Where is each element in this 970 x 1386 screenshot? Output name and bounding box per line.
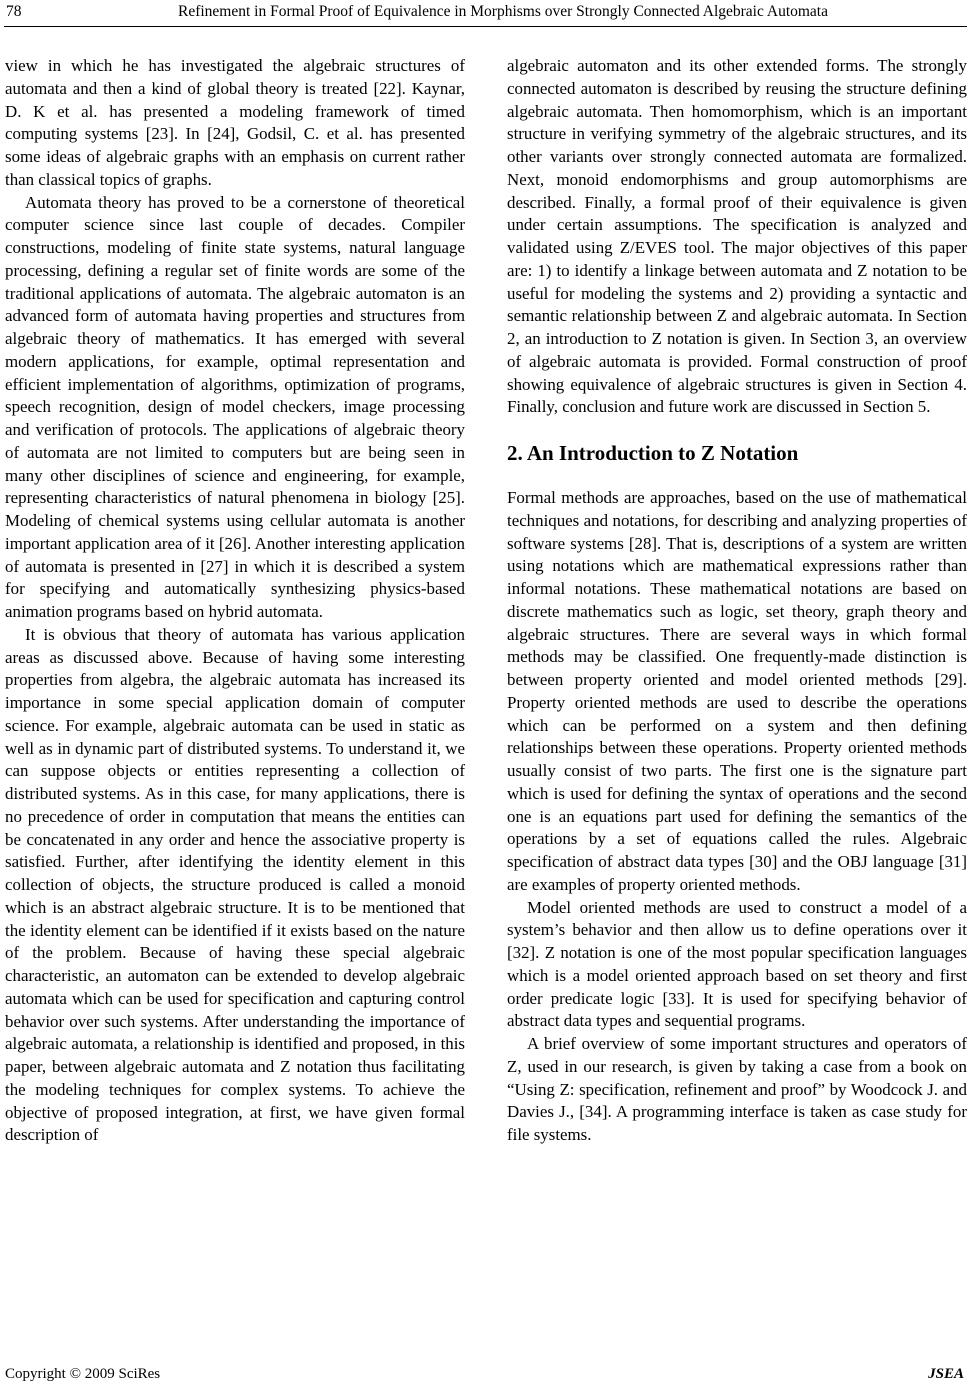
paragraph: A brief overview of some important structures and operators of Z, used in our research, is given by taking a case from a book on “Using Z: specification, refinement and proof” by Woodcock J. and Davies J., [34]. A programming interface is taken as case study for file systems. bbox=[507, 1034, 967, 1144]
header-divider bbox=[4, 26, 967, 27]
paragraph: Automata theory has proved to be a cornerstone of theoretical computer science since last couple of decades. Compiler constructions, modeling of finite state systems, natural language processing, defining a regular set of finite words are some of the traditional applications of automata. The algebraic automaton is an advanced form of automata having properties and structures from algebraic theory of mathematics. It has emerged with several modern applications, for example, optimal representation and efficient implementation of algorithms, optimization of programs, speech recognition, design of model checkers, image processing and verification of protocols. The applications of algebraic theory of automata are not limited to computers but are being seen in many other disciplines of science and engineering, for example, representing characteristics of natural phenomena in biology [25]. Modeling of chemical systems using cellular automata is another important application area of it [26]. Another interesting application of automata is presented in [27] in which it is described a system for specifying and automatically synthesizing physics-based animation programs based on hybrid automata. bbox=[5, 192, 465, 621]
page-number: 78 bbox=[6, 3, 22, 20]
paragraph: view in which he has investigated the algebraic structures of automata and then a kind of global theory is treated [22]. Kaynar, D. K et al. has presented a modeling framework of timed computing systems [23]. In [24], Godsil, C. et al. has presented some ideas of algebraic graphs with an emphasis on current rather than classical topics of graphs. bbox=[5, 56, 465, 189]
page-header bbox=[6, 0, 966, 24]
paragraph: Formal methods are approaches, based on the use of mathematical techniques and notations, for describing and analyzing properties of software systems [28]. That is, descriptions of a system are written using notations which are mathematical expressions rather than informal notations. These mathematical notations are based on discrete mathematics such as logic, set theory, graph theory and algebraic structures. There are several ways in which formal methods may be classified. One frequently-made distinction is between property oriented and model oriented methods [29]. Property oriented methods are used to describe the operations which can be performed on a system and then defining relationships between these operations. Property oriented methods usually consist of two parts. The first one is the signature part which is used for defining the syntax of operations and the second one is an equations part used for defining the semantics of the operations by a set of equations called the rules. Algebraic specification of abstract data types [30] and the OBJ language [31] are examples of property oriented methods. bbox=[507, 488, 967, 894]
paragraph: Model oriented methods are used to construct a model of a system’s behavior and then allow us to define operations over it [32]. Z notation is one of the most popular specification languages which is a model oriented approach based on set theory and first order predicate logic [33]. It is used for specifying behavior of abstract data types and sequential programs. bbox=[507, 897, 967, 1031]
running-title: Refinement in Formal Proof of Equivalence in Morphisms over Strongly Connected Algebraic Automata bbox=[177, 3, 828, 20]
left-column bbox=[5, 55, 465, 1147]
copyright-notice: Copyright © 2009 SciRes bbox=[5, 1366, 161, 1382]
journal-name: JSEA bbox=[928, 1366, 964, 1382]
paragraph: algebraic automaton and its other extended forms. The strongly connected automaton is described by reusing the structure defining algebraic automata. Then homomorphism, which is an important structure in verifying symmetry of the algebraic structures, and its other variants over strongly connected automata are formalized. Next, monoid endomorphisms and group automorphisms are described. Finally, a formal proof of their equivalence is given under certain assumptions. The specification is analyzed and validated using Z/EVES tool. The major objectives of this paper are: 1) to identify a linkage between automata and Z notation to be useful for modeling the systems and 2) providing a syntactic and semantic relationship between Z and algebraic automata. In Section 2, an introduction to Z notation is given. In Section 3, an overview of algebraic automata is provided. Formal construction of proof showing equivalence of algebraic structures is given in Section 4. Finally, conclusion and future work are discussed in Section 5. bbox=[507, 56, 967, 417]
paragraph: It is obvious that theory of automata has various application areas as discussed above. Because of having some interesting properties from algebra, the algebraic automata has increased its importance in some special application domain of computer science. For example, algebraic automata can be used in static as well as in dynamic part of distributed systems. To understand it, we can suppose objects or entities representing a collection of distributed systems. As in this case, for many applications, there is no precedence of order in computation that means the entities can be concatenated in any order and hence the associative property is satisfied. Further, after identifying the identity element in this collection of objects, the structure produced is called a monoid which is an abstract algebraic structure. It is to be mentioned that the identity element can be identified if it exists based on the nature of the problem. Because of having these special algebraic characteristic, an automaton can be extended to develop algebraic automata which can be used for specification and capturing control behavior over such systems. After understanding the importance of algebraic automata, a relationship is identified and proposed, in this paper, between algebraic automata and Z notation thus facilitating the modeling techniques for complex systems. To achieve the objective of proposed integration, at first, we have given formal description of bbox=[5, 624, 465, 1145]
section-heading: 2. An Introduction to Z Notation bbox=[507, 441, 799, 465]
page-footer bbox=[5, 1364, 964, 1384]
right-column bbox=[507, 55, 967, 1147]
